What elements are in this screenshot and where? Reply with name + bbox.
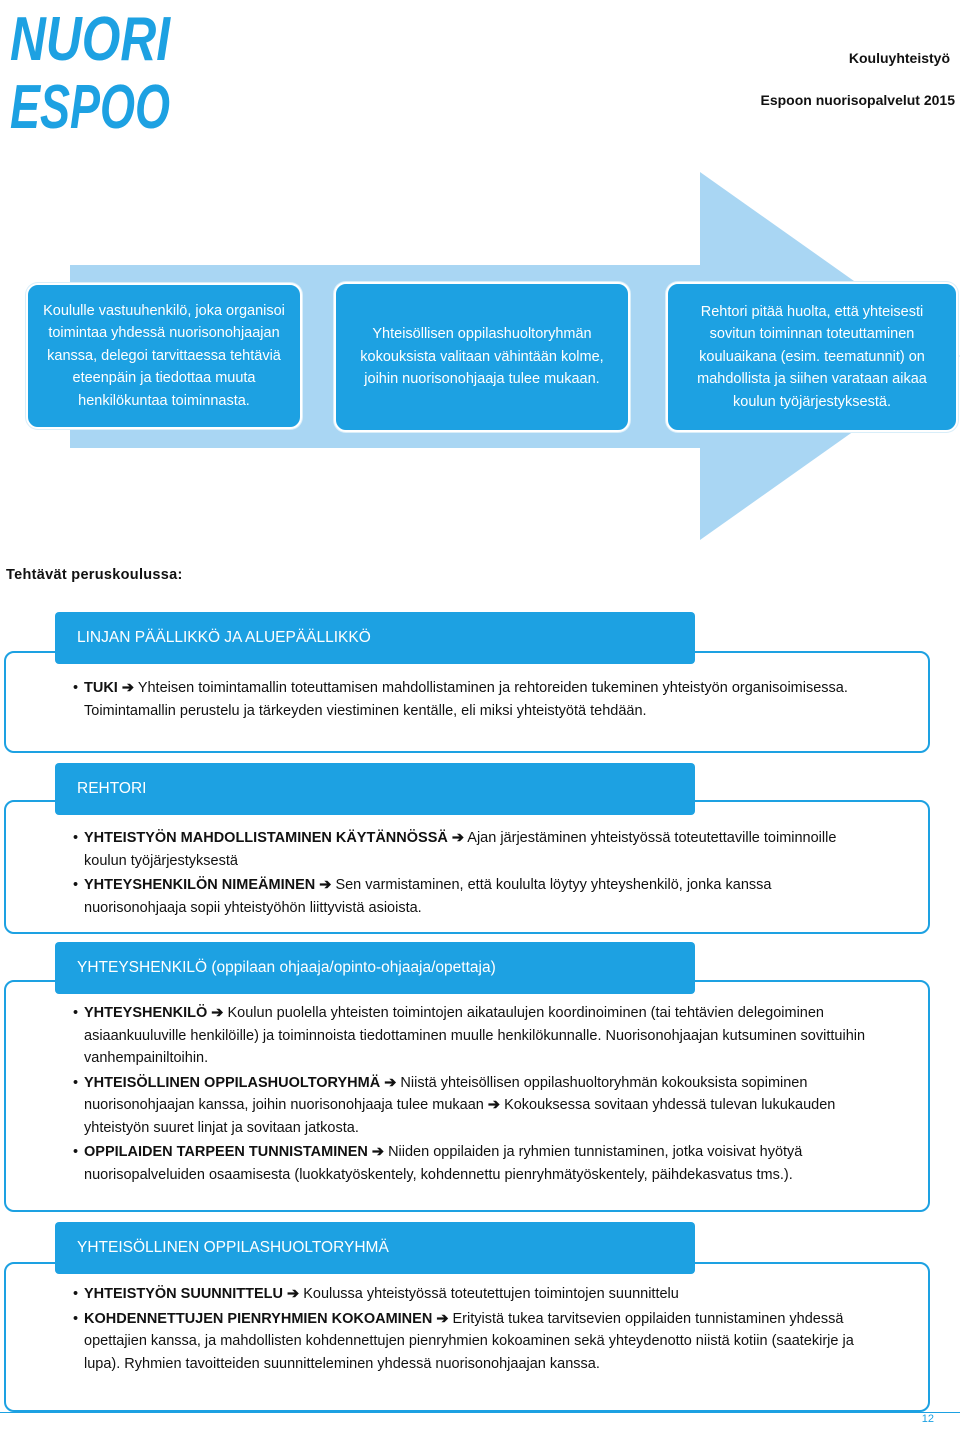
arrow-icon: ➔ (211, 1005, 224, 1021)
arrow-icon: ➔ (121, 680, 135, 696)
arrow-icon: ➔ (436, 1310, 449, 1327)
section-header-2 (55, 763, 695, 815)
item-keyword: TUKI (84, 680, 118, 696)
flow-box-3 (666, 282, 958, 432)
section-body-1 (76, 677, 876, 724)
arrow-icon: ➔ (487, 1097, 501, 1113)
item-text: Koulussa yhteistyössä toteutettujen toimintojen suunnittelu (303, 1286, 679, 1302)
section-header-4 (55, 1222, 695, 1274)
arrow-icon: ➔ (319, 877, 332, 893)
item-text: Niiden oppilaiden ja ryhmien tunnistaminen, jotka voisivat hyötyä nuorisopalveluiden osaamisesta (luokkatyöskentely, kohdennettu pienryhmätyöskentely, päihdekasvatus tms.). (84, 1144, 803, 1183)
section-header-1 (55, 612, 695, 664)
item-keyword: YHTEYSHENKILÖ (84, 1005, 208, 1021)
flow-box-2 (334, 282, 630, 432)
item-keyword: YHTEISTYÖN SUUNNITTELU (84, 1286, 283, 1302)
section-body-2 (76, 827, 876, 921)
item-text: Ajan järjestäminen yhteistyössä toteutettaville toiminnoille koulun työjärjestyksestä (84, 830, 837, 869)
section-header-1-text: LINJAN PÄÄLLIKKÖ JA ALUEPÄÄLLIKKÖ (77, 629, 371, 646)
item-keyword: KOHDENNETTUJEN PIENRYHMIEN KOKOAMINEN (84, 1310, 433, 1327)
section-body-4 (76, 1283, 876, 1377)
item-keyword: OPPILAIDEN TARPEEN TUNNISTAMINEN (84, 1144, 368, 1160)
list-item (76, 677, 876, 722)
logo-line2: ESPOO (10, 73, 170, 142)
item-keyword: YHTEISTYÖN MAHDOLLISTAMINEN KÄYTÄNNÖSSÄ (84, 830, 448, 846)
process-arrow (0, 0, 960, 560)
page-number: 12 (921, 1413, 934, 1425)
logo-line1: NUORI (10, 5, 172, 74)
list-item (76, 827, 876, 872)
flow-box-2-text: Yhteisöllisen oppilashuoltoryhmän kokouksista valitaan vähintään kolme, joihin nuorisonohjaaja tulee mukaan. (360, 326, 604, 388)
section-body-3 (76, 1002, 876, 1188)
section-header-2-text: REHTORI (77, 780, 147, 797)
list-item (76, 1072, 876, 1140)
item-keyword: YHTEISÖLLINEN OPPILASHUOLTORYHMÄ (84, 1074, 381, 1091)
section-header-3-text: YHTEYSHENKILÖ (oppilaan ohjaaja/opinto-ohjaaja/opettaja) (77, 959, 496, 976)
item-text: Erityistä tukea tarvitsevien oppilaiden tunnistaminen yhdessä opettajien kanssa, ja mahdollisten kohdennettujen pienryhmien kokoaminen sekä yhteydenotto niistä kotiin (saatekirje ja lupa). Ryhmien tavoitteiden suunnitteleminen yhdessä nuorisonohjaajan kanssa. (84, 1310, 854, 1372)
list-item (76, 1283, 876, 1306)
arrow-icon: ➔ (451, 830, 465, 846)
item-text: Sen varmistaminen, että koululta löytyy yhteyshenkilö, jonka kanssa nuorisonohjaaja sopii yhteistyöhön liittyvistä asioista. (84, 877, 772, 916)
document-title: Kouluyhteistyö (848, 50, 950, 66)
list-item (76, 1002, 876, 1070)
flow-box-1-text: Koululle vastuuhenkilö, joka organisoi toimintaa yhdessä nuorisonohjaajan kanssa, delegoi tarvittaessa tehtäviä eteenpäin ja tiedottaa muuta henkilökuntaa toiminnasta. (43, 302, 285, 409)
flow-box-1 (26, 283, 302, 429)
section-header-3 (55, 942, 695, 994)
footer-divider (0, 1412, 960, 1413)
arrow-icon: ➔ (287, 1286, 300, 1302)
flow-box-3-text: Rehtori pitää huolta, että yhteisesti sovitun toiminnan toteuttaminen kouluaikana (esim. teematunnit) on mahdollista ja siihen varataan aikaa koulun työjärjestyksestä. (697, 303, 927, 410)
document-subtitle: Espoon nuorisopalvelut 2015 (760, 92, 955, 108)
section-header-4-text: YHTEISÖLLINEN OPPILASHUOLTORYHMÄ (77, 1239, 389, 1256)
tasks-heading: Tehtävät peruskoulussa: (6, 567, 183, 583)
list-item (76, 874, 876, 919)
list-item (76, 1141, 876, 1186)
arrow-icon: ➔ (384, 1074, 397, 1091)
item-text-continued: Kokouksessa sovitaan yhdessä tulevan lukukauden yhteistyön suuret linjat ja sovitaan jatkosta. (84, 1097, 836, 1136)
item-text: Niistä yhteisöllisen oppilashuoltoryhmän kokouksista sopiminen nuorisonohjaajan kanssa, joihin nuorisonohjaaja tulee mukaan (84, 1074, 808, 1113)
list-item (76, 1308, 876, 1376)
item-text: Yhteisen toimintamallin toteuttamisen mahdollistaminen ja rehtoreiden tukeminen yhteistyön organisoimisessa. Toimintamallin perustelu ja tärkeyden viestiminen kentälle, eli miksi yhteistyötä tehdään. (84, 680, 848, 719)
arrow-icon: ➔ (371, 1144, 385, 1160)
item-text: Koulun puolella yhteisten toimintojen aikataulujen koordinoiminen (tai tehtävien delegoiminen asiaankuuluville henkilöille) ja toiminnoista tiedottaminen muulle henkilökunnalle. Nuorisonohjaajan kutsuminen sovittuihin vanhempainiltoihin. (84, 1005, 866, 1066)
item-keyword: YHTEYSHENKILÖN NIMEÄMINEN (84, 877, 316, 893)
